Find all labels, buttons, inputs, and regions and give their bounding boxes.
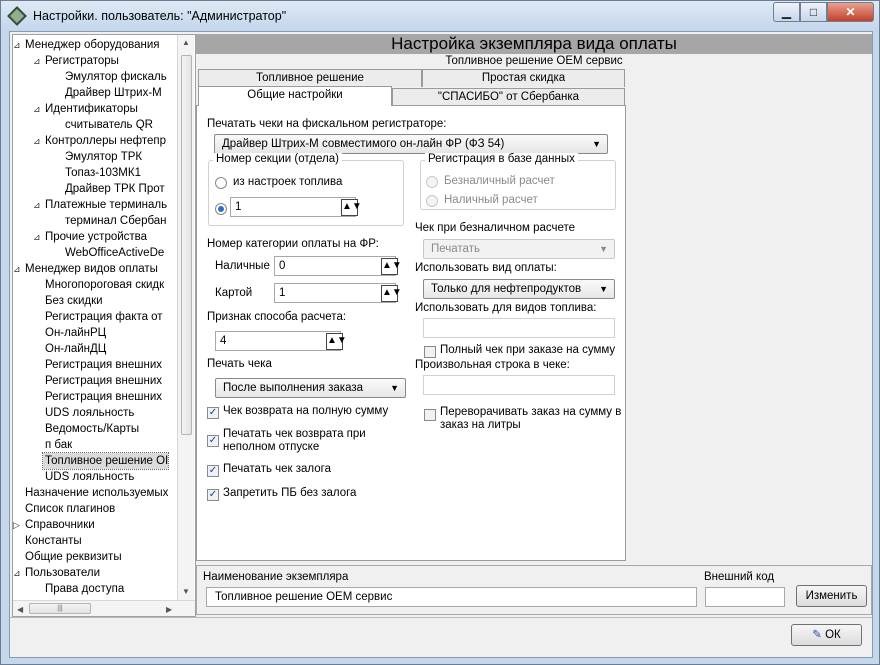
- full-receipt-checkbox[interactable]: [424, 346, 436, 358]
- general-settings-panel: [196, 105, 626, 561]
- client-area: [9, 31, 873, 658]
- calc-method-label: Признак способа расчета:: [207, 311, 347, 323]
- from-fuel-settings-radio[interactable]: [215, 177, 227, 189]
- flip-order-checkbox[interactable]: [424, 409, 436, 421]
- tree-item[interactable]: Регистрация факта от: [45, 311, 163, 323]
- use-payment-select[interactable]: [423, 279, 615, 299]
- tree-item[interactable]: считыватель QR: [65, 119, 153, 131]
- ok-button[interactable]: [791, 624, 862, 646]
- fuel-types-input[interactable]: [423, 318, 615, 338]
- chevron-down-icon: ▼: [592, 139, 601, 149]
- tree-expanded-icon[interactable]: ⊿: [13, 40, 21, 50]
- tree-item[interactable]: UDS лояльность: [45, 471, 135, 483]
- custom-line-input[interactable]: [423, 375, 615, 395]
- flip-order-label: Переворачивать заказ на сумму в заказ на литры: [440, 406, 622, 431]
- tree-item[interactable]: Топливное решение OI: [45, 455, 169, 467]
- tab-simple-discount[interactable]: Простая скидка: [422, 69, 625, 87]
- cash-category-label: Наличные: [215, 260, 270, 272]
- instance-name-input[interactable]: Топливное решение ОЕМ сервис: [206, 587, 697, 607]
- from-fuel-settings-label: из настроек топлива: [233, 176, 343, 188]
- cashless-label: Безналичный расчет: [444, 175, 555, 187]
- tree-item[interactable]: Топаз-103МК1: [65, 167, 141, 179]
- tree-collapsed-icon[interactable]: ▷: [13, 520, 20, 530]
- tree-item[interactable]: Без скидки: [45, 295, 103, 307]
- tab-general-settings[interactable]: Общие настройки: [198, 86, 392, 106]
- tree-item[interactable]: Менеджер видов оплаты: [25, 263, 158, 275]
- refund-partial-checkbox[interactable]: ✓: [208, 435, 218, 446]
- title-bar[interactable]: [1, 1, 879, 31]
- tree-expanded-icon[interactable]: ⊿: [33, 136, 41, 146]
- page-title: Настройка экземпляра вида оплаты: [196, 34, 872, 54]
- page-subtitle: Топливное решение ОЕМ сервис: [445, 55, 623, 67]
- cashless-radio[interactable]: [426, 176, 438, 188]
- tree-expanded-icon[interactable]: ⊿: [33, 56, 41, 66]
- calc-method-input[interactable]: 4: [215, 331, 341, 351]
- tree-item[interactable]: WebOfficeActiveDe: [65, 247, 165, 259]
- cash-radio[interactable]: [426, 195, 438, 207]
- tree-item[interactable]: Эмулятор фискаль: [65, 71, 167, 83]
- instance-name-label: Наименование экземпляра: [203, 571, 349, 583]
- payment-category-label: Номер категории оплаты на ФР:: [207, 238, 379, 250]
- tree-item[interactable]: Ведомость/Карты: [45, 423, 140, 435]
- print-receipts-label: Печатать чеки на фискальном регистраторе:: [207, 118, 447, 130]
- deposit-checkbox[interactable]: ✓: [208, 465, 218, 476]
- tree-item[interactable]: Права доступа: [45, 583, 125, 595]
- tree-item[interactable]: UDS лояльность: [45, 407, 135, 419]
- custom-line-label: Произвольная строка в чеке:: [415, 359, 570, 371]
- tree-expanded-icon[interactable]: ⊿: [13, 568, 21, 578]
- window-title: Настройки. пользователь: "Администратор": [33, 9, 287, 23]
- maximize-button[interactable]: □: [800, 2, 827, 22]
- tree-item[interactable]: Эмулятор ТРК: [65, 151, 143, 163]
- tree-item[interactable]: Идентификаторы: [45, 103, 138, 115]
- tree-item[interactable]: Константы: [25, 535, 82, 547]
- tree-item[interactable]: п бак: [45, 439, 73, 451]
- full-receipt-label: Полный чек при заказе на сумму: [440, 344, 616, 356]
- forbid-pb-checkbox[interactable]: ✓: [208, 489, 218, 500]
- tree-horizontal-thumb[interactable]: |||: [29, 603, 91, 614]
- tree-item[interactable]: Справочники: [25, 519, 95, 531]
- chevron-down-icon: ▼: [390, 383, 399, 393]
- ok-check-icon: ✎: [812, 629, 826, 641]
- scroll-up-icon[interactable]: ▲: [182, 38, 190, 47]
- tree-item[interactable]: Драйвер ТРК Прот: [65, 183, 165, 195]
- tree-expanded-icon[interactable]: ⊿: [13, 264, 21, 274]
- forbid-pb-label: Запретить ПБ без залога: [223, 487, 357, 499]
- tree-vertical-thumb[interactable]: [181, 55, 192, 435]
- tree-item[interactable]: Менеджер оборудования: [25, 39, 160, 51]
- scroll-left-icon[interactable]: ◀: [17, 605, 24, 614]
- section-number-radio[interactable]: [215, 203, 227, 215]
- chevron-down-icon: ▼: [599, 284, 608, 294]
- db-registration-group-label: Регистрация в базе данных: [425, 153, 578, 165]
- settings-tree: [12, 34, 196, 617]
- cashless-receipt-select[interactable]: [423, 239, 615, 259]
- card-category-label: Картой: [215, 287, 253, 299]
- chevron-down-icon: ▼: [599, 244, 608, 254]
- print-receipt-label: Печать чека: [207, 358, 272, 370]
- tab-fuel-solution[interactable]: Топливное решение: [198, 69, 422, 87]
- use-payment-label: Использовать вид оплаты:: [415, 262, 557, 274]
- close-button[interactable]: ✕: [827, 2, 874, 22]
- tree-item[interactable]: Общие реквизиты: [25, 551, 122, 563]
- fiscal-printer-value: Драйвер Штрих-М совместимого он-лайн ФР (ФЗ 54): [222, 138, 505, 150]
- cash-category-input[interactable]: 0: [274, 256, 396, 276]
- card-category-spin-icon[interactable]: ▲▼: [381, 285, 398, 302]
- tree-item[interactable]: Прочие устройства: [45, 231, 148, 243]
- cash-category-spin-icon[interactable]: ▲▼: [381, 258, 398, 275]
- external-code-label: Внешний код: [704, 571, 775, 583]
- tree-item[interactable]: Регистрация внешних: [45, 391, 163, 403]
- tree-item[interactable]: терминал Сбербан: [65, 215, 167, 227]
- change-button[interactable]: Изменить: [796, 585, 867, 607]
- tab-sberbank-spasibo[interactable]: "СПАСИБО" от Сбербанка: [392, 88, 625, 106]
- print-receipt-select[interactable]: [215, 378, 406, 398]
- scroll-down-icon[interactable]: ▼: [182, 587, 190, 596]
- tree-item[interactable]: Многопороговая скидк: [45, 279, 165, 291]
- app-icon: [7, 6, 27, 26]
- refund-partial-label: Печатать чек возврата при неполном отпуске: [223, 428, 366, 453]
- tree-item[interactable]: Регистрация внешних: [45, 359, 163, 371]
- section-number-group-label: Номер секции (отдела): [213, 153, 342, 165]
- tree-item[interactable]: Драйвер Штрих-М: [65, 87, 162, 99]
- tree-item[interactable]: Регистрация внешних: [45, 375, 163, 387]
- calc-method-spin-icon[interactable]: ▲▼: [326, 333, 343, 350]
- tree-item[interactable]: Назначение используемых: [25, 487, 169, 499]
- tree-expanded-icon[interactable]: ⊿: [33, 232, 41, 242]
- scroll-right-icon[interactable]: ▶: [166, 605, 173, 614]
- ok-button-label: ОК: [825, 629, 841, 641]
- print-receipt-value: После выполнения заказа: [223, 382, 363, 394]
- refund-full-label: Чек возврата на полную сумму: [223, 405, 389, 417]
- minimize-button[interactable]: ▁: [773, 2, 800, 22]
- refund-full-checkbox[interactable]: ✓: [208, 407, 218, 418]
- cashless-receipt-value: Печатать: [431, 243, 480, 255]
- section-number-input[interactable]: 1: [230, 197, 356, 217]
- footer-divider: [10, 617, 872, 618]
- use-payment-value: Только для нефтепродуктов: [431, 283, 582, 295]
- tree-item[interactable]: Платежные терминаль: [45, 199, 168, 211]
- tree-expanded-icon[interactable]: ⊿: [33, 104, 41, 114]
- tree-item[interactable]: Пользователи: [25, 567, 101, 579]
- card-category-input[interactable]: 1: [274, 283, 396, 303]
- tree-item[interactable]: Список плагинов: [25, 503, 116, 515]
- tree-expanded-icon[interactable]: ⊿: [33, 200, 41, 210]
- section-number-spin-icon[interactable]: ▲▼: [341, 199, 358, 216]
- cashless-receipt-label: Чек при безналичном расчете: [415, 222, 576, 234]
- tree-item[interactable]: Он-лайнРЦ: [45, 327, 107, 339]
- tree-item[interactable]: Контроллеры нефтепр: [45, 135, 167, 147]
- fuel-types-label: Использовать для видов топлива:: [415, 302, 597, 314]
- tree-item[interactable]: Регистраторы: [45, 55, 119, 67]
- tree-item[interactable]: Он-лайнДЦ: [45, 343, 107, 355]
- deposit-label: Печатать чек залога: [223, 463, 332, 475]
- cash-label: Наличный расчет: [444, 194, 538, 206]
- fiscal-printer-select[interactable]: [214, 134, 608, 154]
- external-code-input[interactable]: [705, 587, 785, 607]
